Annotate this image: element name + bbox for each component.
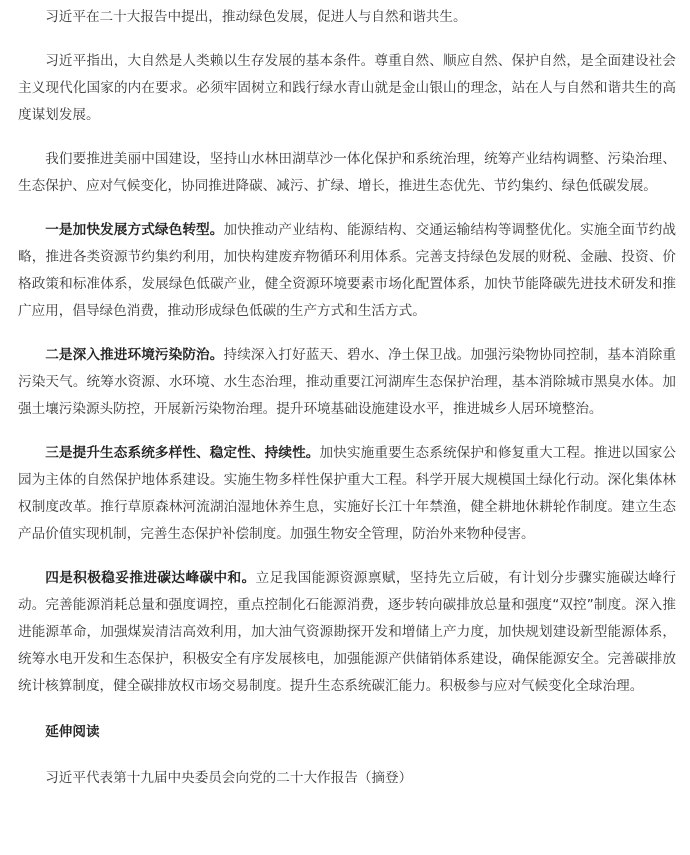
beautiful-china-paragraph	[18, 146, 676, 200]
article-body	[0, 4, 690, 855]
point-three-paragraph	[18, 440, 676, 548]
further-reading-heading: 延伸阅读	[45, 724, 100, 740]
point-three-lead: 三是提升生态系统多样性、稳定性、持续性。	[45, 445, 320, 461]
paragraph-text: 我们要推进美丽中国建设，坚持山水林田湖草沙一体化保护和系统治理，统筹产业结构调整、污染治理、生态保护、应对气候变化，协同推进降碳、减污、扩绿、增长，推进生态优先、节约集约、绿色低碳发展。	[18, 151, 676, 194]
paragraph-text: 习近平指出，大自然是人类赖以生存发展的基本条件。尊重自然、顺应自然、保护自然，是全面建设社会主义现代化国家的内在要求。必须牢固树立和践行绿水青山就是金山银山的理念，站在人与自然和谐共生的高度谋划发展。	[18, 53, 676, 123]
further-reading-item[interactable]: 习近平代表第十九届中央委员会向党的二十大作报告（摘登）	[45, 770, 413, 786]
point-two-paragraph	[18, 342, 676, 423]
nature-paragraph	[18, 48, 676, 129]
point-four-lead: 四是积极稳妥推进碳达峰碳中和。	[45, 570, 256, 586]
paragraph-text: 立足我国能源资源禀赋，坚持先立后破，有计划分步骤实施碳达峰行动。完善能源消耗总量和强度调控，重点控制化石能源消费，逐步转向碳排放总量和强度“双控”制度。深入推进能源革命，加强煤炭清洁高效利用，加大油气资源勘探开发和增储上产力度，加快规划建设新型能源体系，统筹水电开发和生态保护，积极安全有序发展核电，加强能源产供储销体系建设，确保能源安全。完善碳排放统计核算制度，健全碳排放权市场交易制度。提升生态系统碳汇能力。积极参与应对气候变化全球治理。	[18, 570, 677, 694]
paragraph-text: 持续深入打好蓝天、碧水、净土保卫战。加强污染物协同控制，基本消除重污染天气。统筹水资源、水环境、水生态治理，推动重要江河湖库生态保护治理，基本消除城市黑臭水体。加强土壤污染源头防控，开展新污染物治理。提升环境基础设施建设水平，推进城乡人居环境整治。	[18, 347, 677, 417]
point-one-paragraph	[18, 217, 676, 325]
point-one-lead: 一是加快发展方式绿色转型。	[45, 222, 224, 238]
point-two-lead: 二是深入推进环境污染防治。	[45, 347, 224, 363]
intro-paragraph	[18, 4, 676, 31]
point-four-paragraph	[18, 565, 676, 700]
paragraph-text: 习近平在二十大报告中提出，推动绿色发展，促进人与自然和谐共生。	[45, 9, 467, 25]
paragraph-text: 加快实施重要生态系统保护和修复重大工程。推进以国家公园为主体的自然保护地体系建设。实施生物多样性保护重大工程。科学开展大规模国土绿化行动。深化集体林权制度改革。推行草原森林河流湖泊湿地休养生息，实施好长江十年禁渔，健全耕地休耕轮作制度。建立生态产品价值实现机制，完善生态保护补偿制度。加强生物安全管理，防治外来物种侵害。	[18, 445, 677, 542]
paragraph-text: 加快推动产业结构、能源结构、交通运输结构等调整优化。实施全面节约战略，推进各类资源节约集约利用，加快构建废弃物循环利用体系。完善支持绿色发展的财税、金融、投资、价格政策和标准体系，发展绿色低碳产业，健全资源环境要素市场化配置体系，加快节能降碳先进技术研发和推广应用，倡导绿色消费，推动形成绿色低碳的生产方式和生活方式。	[18, 222, 677, 319]
